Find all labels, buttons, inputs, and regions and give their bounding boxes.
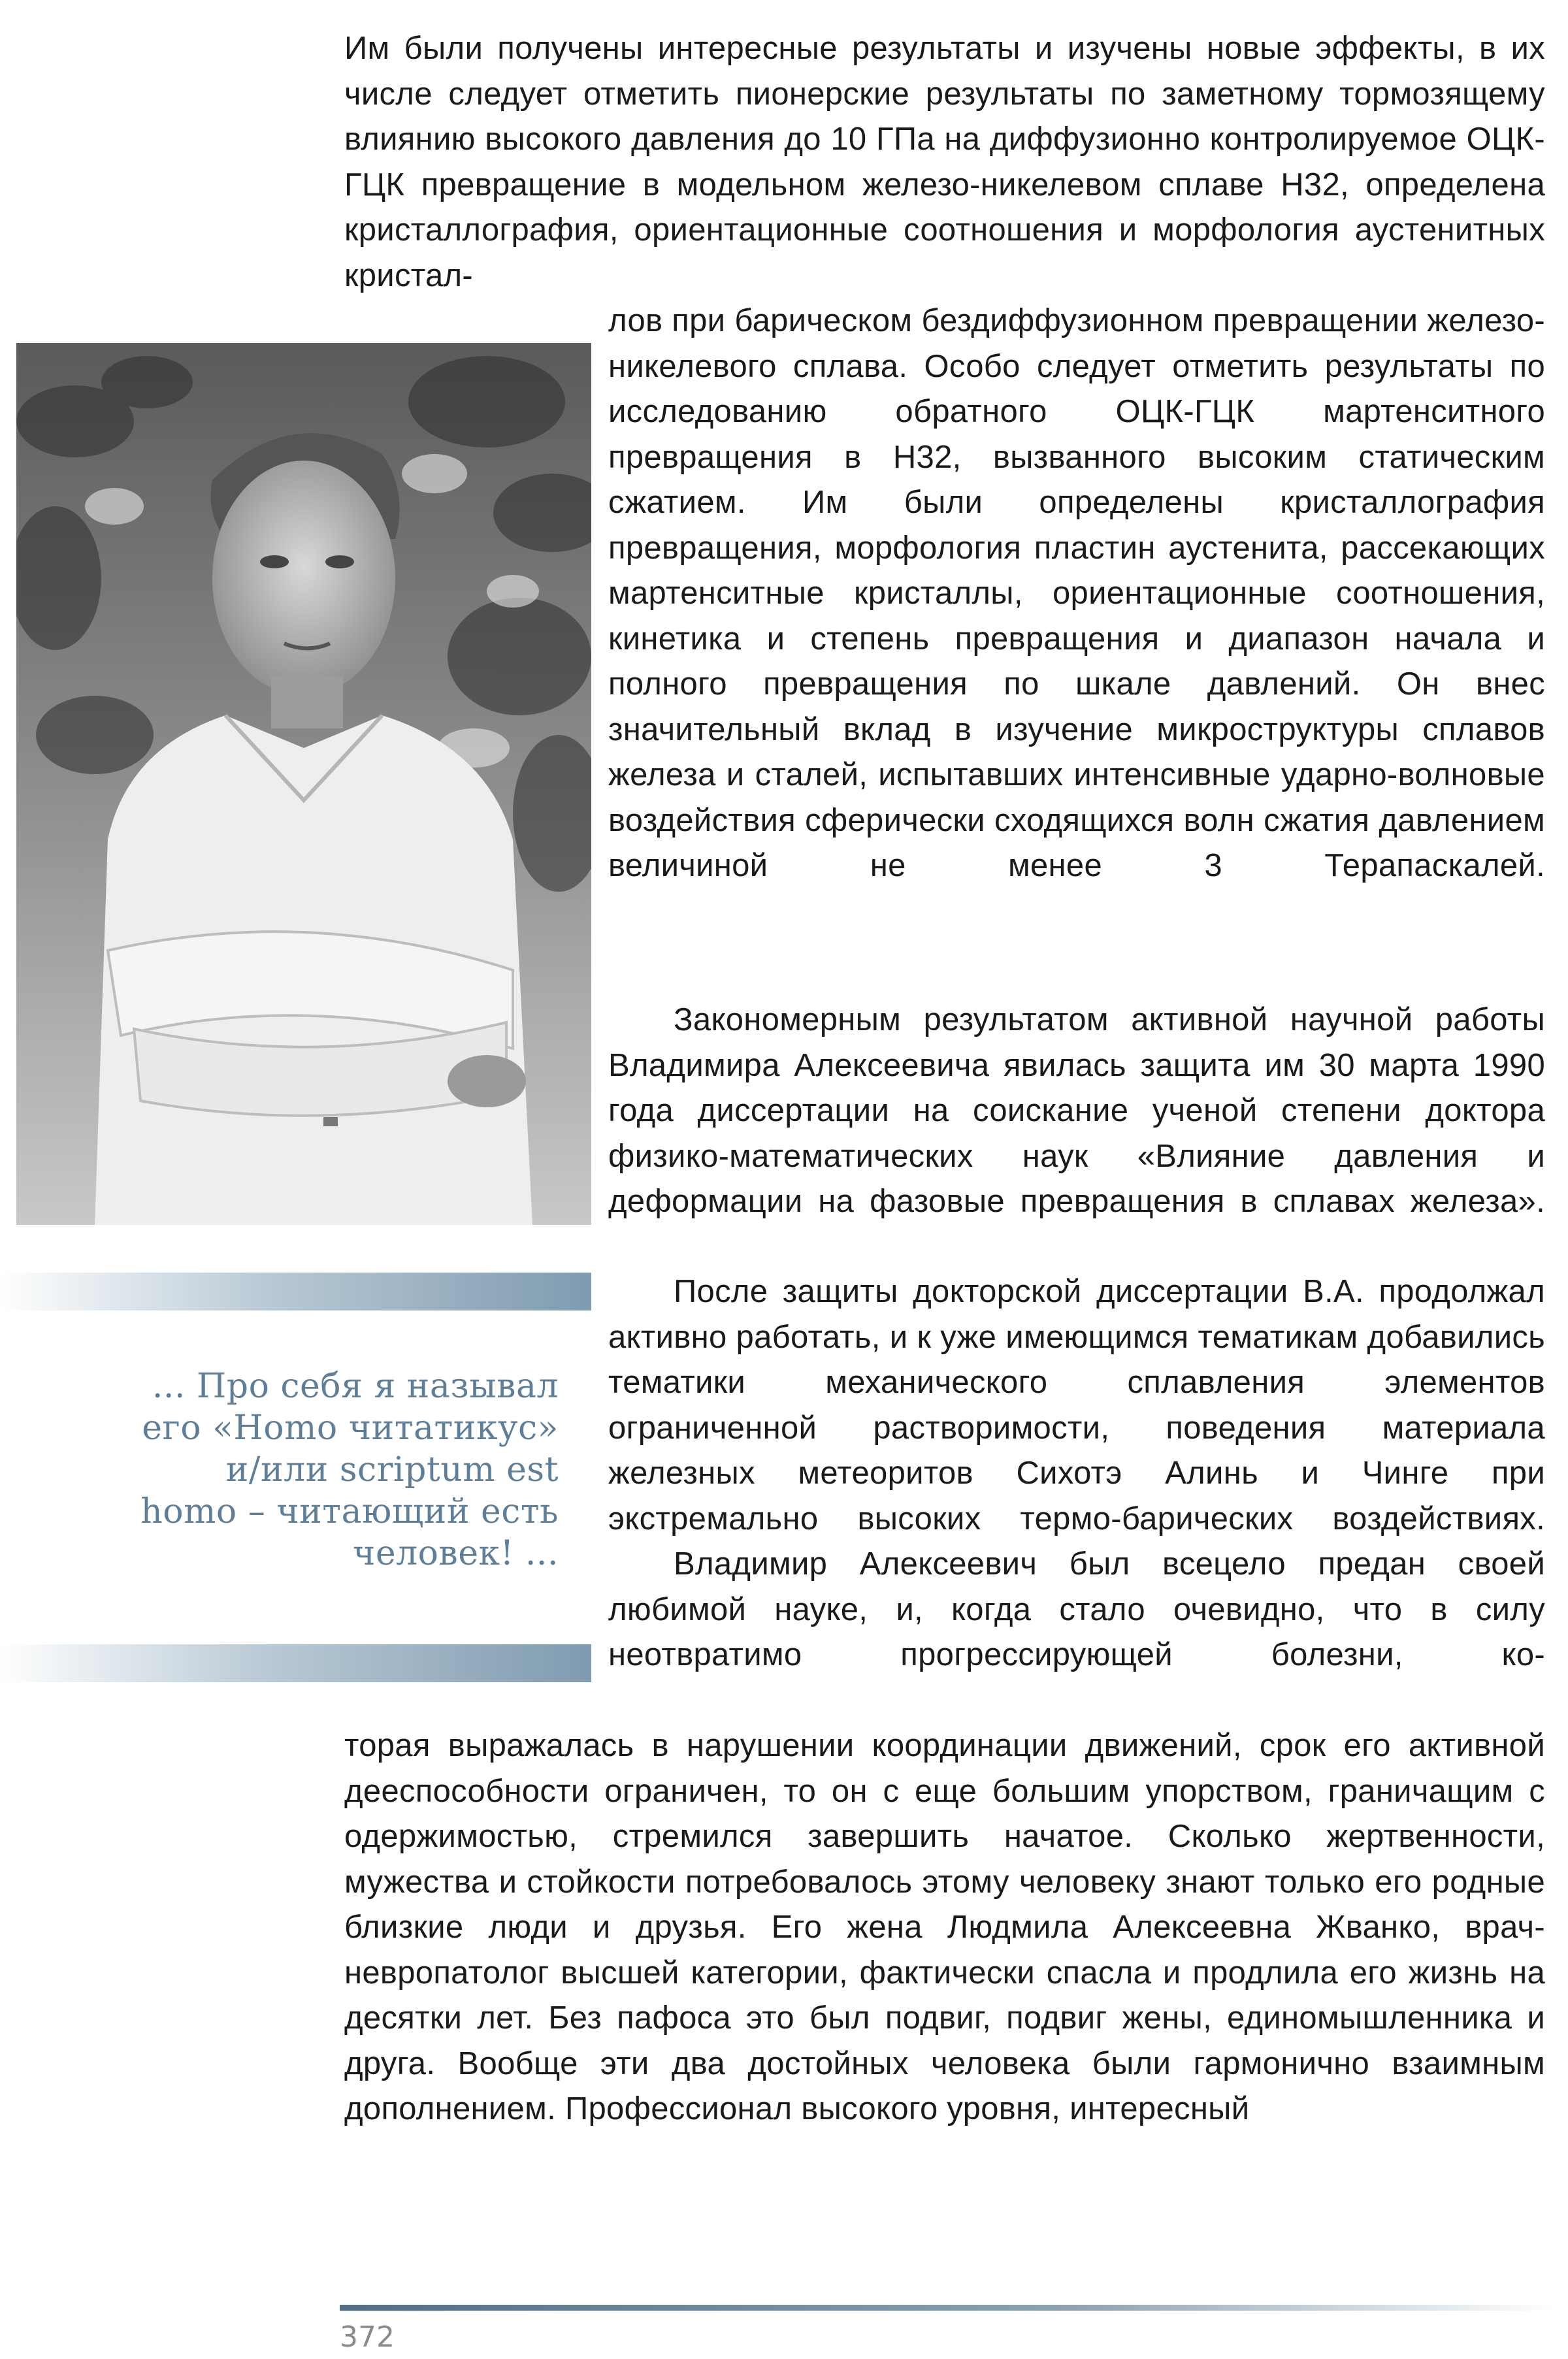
pull-quote-line: и/или scriptum est — [225, 1450, 559, 1489]
page-number: 372 — [340, 2320, 395, 2354]
paragraph-4-side: Владимир Алексеевич был всецело предан своей любимой науке, и, когда стало очевидно, что в силу неотвратимо прогрессирующей болезни, ко- — [608, 1546, 1545, 1672]
paragraph-2: Закономерным результатом активной научной работы Владимира Алексеевича явилась защита им 30 марта 1990 года диссертации на соискание ученой степени доктора физико-математических наук «Влияние давления и деформации на фазовые превращения в сплавах железа». — [608, 1002, 1545, 1219]
paragraph-4-full: торая выражалась в нарушении координации движений, срок его активной дееспособности ограничен, то он с еще большим упорством, граничащим с одержимостью, стремился завершить начатое. Сколько жертвенности, мужества и стойкости потребовалось этому человеку знают только его родные близкие люди и друзья. Его жена Людмила Алексеевна Жванко, врач-невропатолог высшей категории, фактически спасла и продлила его жизнь на десятки лет. Без пафоса это был подвиг, подвиг жены, единомышленника и друга. Вообще эти два достойных человека были гармонично взаимным дополнением. Профессионал высокого уровня, интересный — [344, 1728, 1545, 2126]
pull-quote-line: ... Про себя я называл — [152, 1367, 559, 1406]
paragraph-1-side: лов при барическом бездиффузионном превращении железо-никелевого сплава. Особо следует отметить результаты по исследованию обратного ОЦК-ГЦК мартенситного превращения в Н32, вызванного высоким статическим сжатием. Им были определены кристаллография превращения, морфология пластин аустенита, рассекающих мартенситные кристаллы, ориентационные соотношения, кинетика и степень превращения и диапазон начала и полного превращения по шкале давлений. Он внес значительный вклад в изучение микроструктуры сплавов железа и сталей, испытавших интенсивные ударно-волновые воздействия сферически сходящихся волн сжатия давлением величиной не менее 3 Терапаскалей. — [608, 303, 1545, 883]
quote-bar-top — [0, 1273, 591, 1310]
pull-quote-line: его «Homo читатикус» — [142, 1408, 559, 1448]
pull-quote — [49, 1365, 559, 1574]
pull-quote-line: человек! ... — [352, 1534, 559, 1573]
footer-rule — [340, 2305, 1555, 2311]
portrait-photo — [16, 343, 591, 1225]
paragraph-1-top: Им были получены интересные результаты и изучены новые эффекты, в их числе следует отметить пионерские результаты по заметному тормозящему влиянию высокого давления до 10 ГПа на диффузионно контролируемое ОЦК-ГЦК превращение в модельном железо-никелевом сплаве Н32, определена кристаллография, ориентационные соотношения и морфология аустенитных кристал- — [344, 31, 1545, 293]
pull-quote-line: homo – читающий есть — [140, 1492, 559, 1531]
quote-bar-bottom — [0, 1644, 591, 1682]
paragraph-3: После защиты докторской диссертации В.А. продолжал активно работать, и к уже имеющимся тематикам добавились тематики механического сплавления элементов ограниченной растворимости, поведения материала железных метеоритов Сихотэ Алинь и Чинге при экстремально высоких термо-барических воздействиях. — [608, 1274, 1545, 1537]
